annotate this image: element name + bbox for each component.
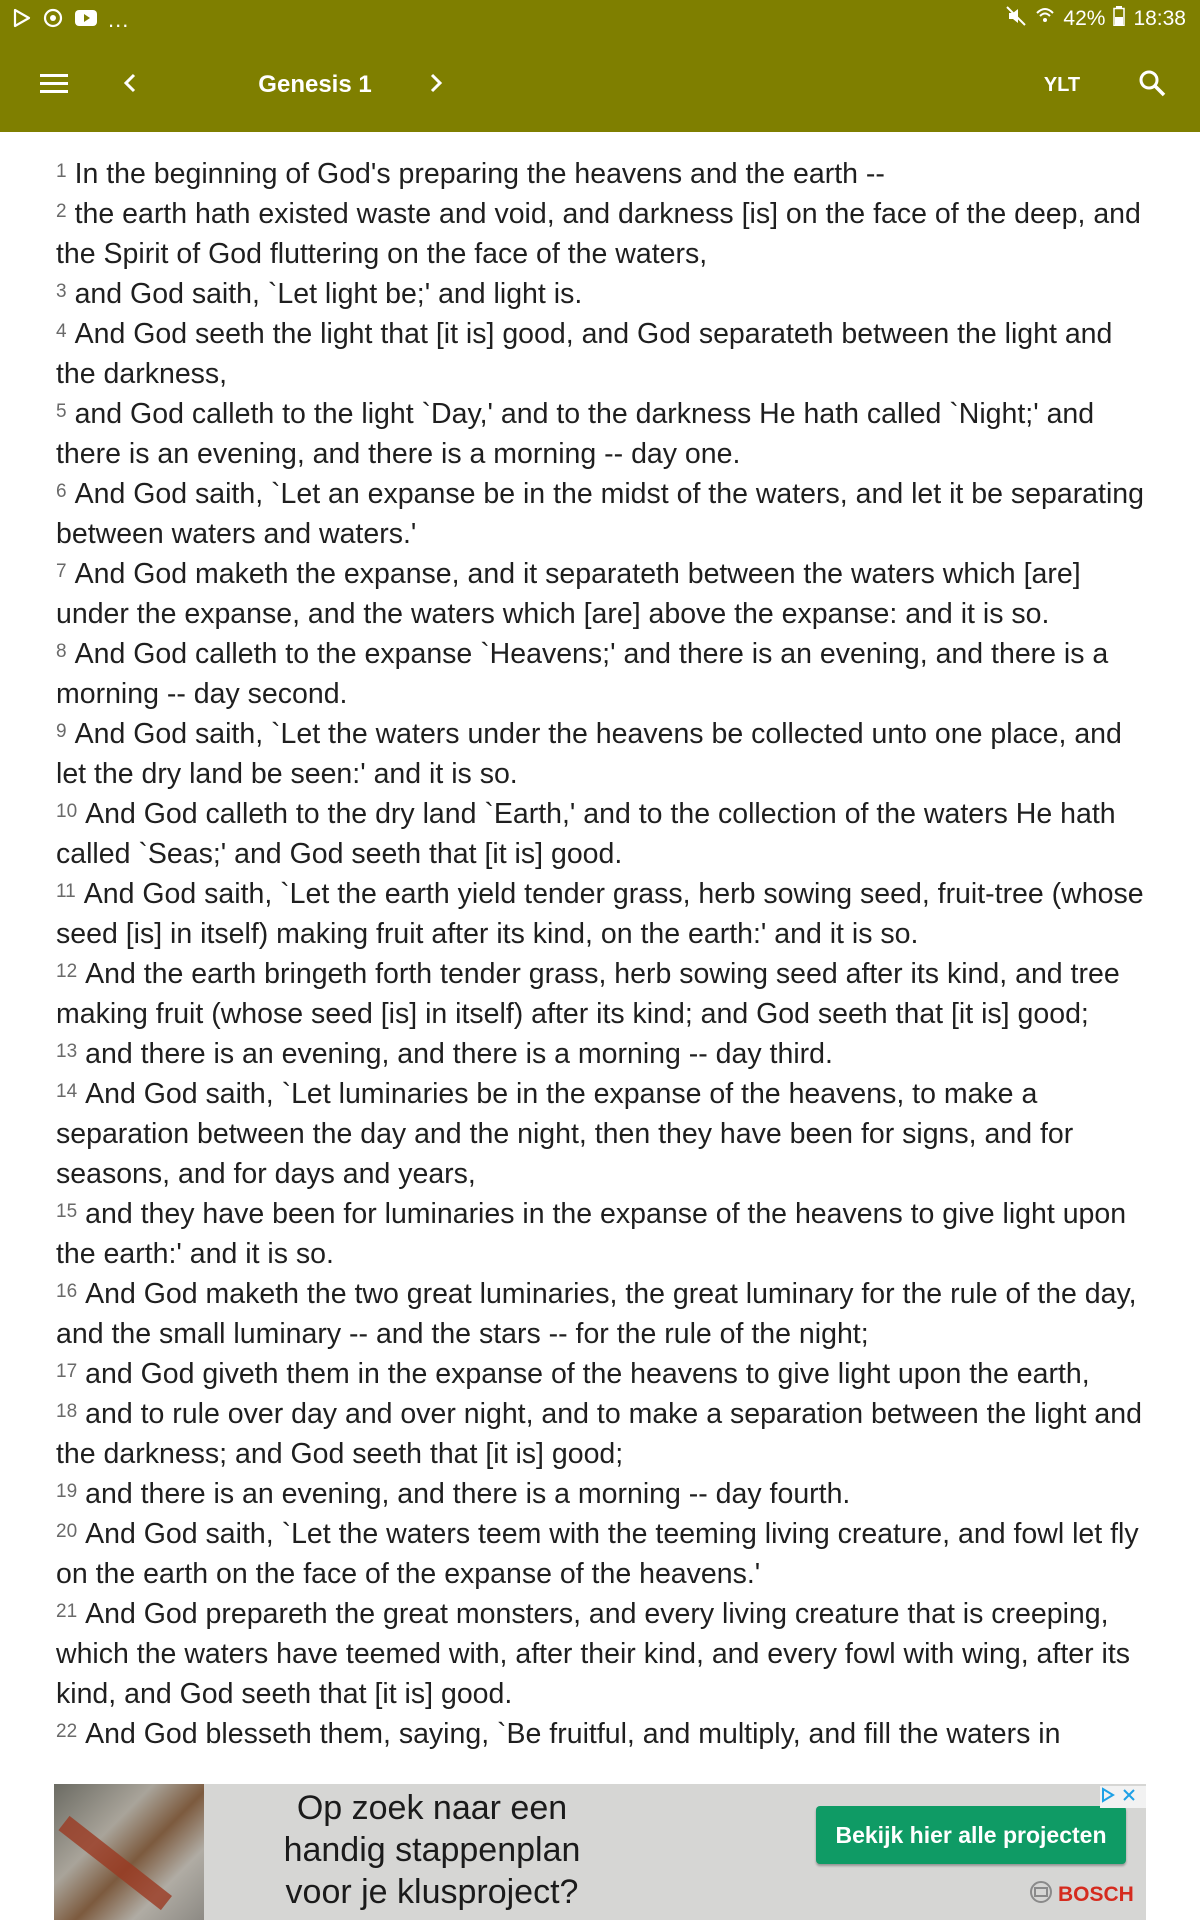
verse-number: 10 xyxy=(56,801,78,822)
verse-number: 4 xyxy=(56,321,67,342)
ad-choices-icon[interactable] xyxy=(1100,1787,1116,1808)
verse[interactable] xyxy=(56,794,1144,874)
verse-number: 2 xyxy=(56,201,67,222)
verse-text: and God giveth them in the expanse of the heavens to give light upon the earth, xyxy=(85,1358,1090,1390)
verse-text: In the beginning of God's preparing the heavens and the earth -- xyxy=(74,158,885,190)
verse[interactable] xyxy=(56,1074,1144,1194)
verse-number: 20 xyxy=(56,1521,78,1542)
verse-number: 14 xyxy=(56,1081,78,1102)
ad-brand xyxy=(1028,1880,1134,1910)
verse-text: And God calleth to the expanse `Heavens;' and there is an evening, and there is a morning -- day second. xyxy=(56,638,1109,710)
version-selector[interactable]: YLT xyxy=(1043,73,1081,96)
verse-text: And God saith, `Let the waters teem with the teeming living creature, and fowl let fly on the earth on the face of the expanse of the heavens.' xyxy=(56,1518,1139,1590)
verse-number: 17 xyxy=(56,1361,78,1382)
verse[interactable] xyxy=(56,1034,1144,1074)
verse-text: and God calleth to the light `Day,' and to the darkness He hath called `Night;' and there is an evening, and there is a morning -- day one. xyxy=(56,398,1095,470)
verse[interactable] xyxy=(56,1474,1144,1514)
verse-text: and there is an evening, and there is a morning -- day fourth. xyxy=(85,1478,851,1510)
battery-icon xyxy=(1113,6,1125,32)
chapter-text[interactable] xyxy=(0,132,1200,1784)
verse-number: 19 xyxy=(56,1481,78,1502)
verse-number: 11 xyxy=(56,881,76,902)
verse[interactable] xyxy=(56,194,1144,274)
verse[interactable] xyxy=(56,1594,1144,1714)
ad-image xyxy=(54,1784,204,1920)
verse-number: 7 xyxy=(56,561,67,582)
verse[interactable] xyxy=(56,274,1144,314)
verse[interactable] xyxy=(56,554,1144,634)
verse[interactable] xyxy=(56,1394,1144,1474)
verse-text: And God seeth the light that [it is] good, and God separateth between the light and the darkness, xyxy=(56,318,1113,390)
notification-icons xyxy=(12,7,129,33)
verse-text: And the earth bringeth forth tender grass, herb sowing seed after its kind, and tree making fruit (whose seed [is] in itself) after its kind; and God seeth that [it is] good; xyxy=(56,958,1120,1030)
menu-button[interactable] xyxy=(24,38,84,132)
clock: 18:38 xyxy=(1133,7,1186,30)
status-bar xyxy=(0,0,1200,38)
verse[interactable] xyxy=(56,1354,1144,1394)
verse[interactable] xyxy=(56,1274,1144,1354)
chevron-right-icon xyxy=(428,72,444,99)
more-notifications: ... xyxy=(108,7,130,32)
verse-text: and there is an evening, and there is a morning -- day third. xyxy=(85,1038,833,1070)
verse-text: And God saith, `Let the earth yield tender grass, herb sowing seed, fruit-tree (whose seed [is] in itself) making fruit after its kind, on the earth:' and it is so. xyxy=(56,878,1144,950)
sync-icon xyxy=(42,7,64,34)
verse-text: the earth hath existed waste and void, and darkness [is] on the face of the deep, and the Spirit of God fluttering on the face of the waters, xyxy=(56,198,1141,270)
system-icons xyxy=(1005,6,1186,32)
ad-banner[interactable] xyxy=(54,1784,1146,1920)
play-store-icon xyxy=(12,8,32,33)
app-toolbar xyxy=(0,38,1200,132)
verse-text: And God maketh the expanse, and it separateth between the waters which [are] under the expanse, and the waters which [are] above the expanse: and it is so. xyxy=(56,558,1081,630)
search-button[interactable] xyxy=(1126,38,1178,132)
verse-number: 12 xyxy=(56,961,78,982)
verse-text: And God calleth to the dry land `Earth,' and to the collection of the waters He hath called `Seas;' and God seeth that [it is] good. xyxy=(56,798,1116,870)
battery-percent: 42% xyxy=(1063,7,1106,30)
ad-brand-name: BOSCH xyxy=(1058,1883,1134,1906)
verse-text: And God maketh the two great luminaries, the great luminary for the rule of the day, and the small luminary -- and the stars -- for the rule of the night; xyxy=(56,1278,1137,1350)
hamburger-menu-icon xyxy=(40,72,68,99)
verse[interactable] xyxy=(56,154,1144,194)
ad-headline: Op zoek naar een handig stappenplan voor je klusproject? xyxy=(283,1789,581,1911)
verse-number: 22 xyxy=(56,1721,78,1742)
chevron-left-icon xyxy=(122,72,138,99)
next-chapter-button[interactable] xyxy=(408,38,464,132)
verse-text: and to rule over day and over night, and to make a separation between the light and the darkness; and God seeth that [it is] good; xyxy=(56,1398,1142,1470)
verse-number: 1 xyxy=(56,161,67,182)
verse-number: 9 xyxy=(56,721,67,742)
verse-number: 16 xyxy=(56,1281,78,1302)
verse-number: 15 xyxy=(56,1201,78,1222)
previous-chapter-button[interactable] xyxy=(102,38,158,132)
verse-number: 6 xyxy=(56,481,67,502)
youtube-icon xyxy=(74,9,98,32)
chapter-selector[interactable]: Genesis 1 xyxy=(258,71,372,98)
verse-text: And God saith, `Let an expanse be in the midst of the waters, and let it be separating between waters and waters.' xyxy=(56,478,1144,550)
ad-choices[interactable] xyxy=(1100,1786,1146,1808)
mute-icon xyxy=(1005,5,1027,33)
close-ad-icon[interactable] xyxy=(1122,1788,1136,1807)
verse-number: 21 xyxy=(56,1601,78,1622)
verse[interactable] xyxy=(56,714,1144,794)
bosch-logo-icon xyxy=(1028,1879,1054,1911)
verse-text: And God saith, `Let luminaries be in the expanse of the heavens, to make a separation between the day and the night, then they have been for signs, and for seasons, and for days and years, xyxy=(56,1078,1074,1190)
verse[interactable] xyxy=(56,314,1144,394)
verse-number: 3 xyxy=(56,281,67,302)
wifi-icon xyxy=(1035,5,1055,33)
verse-text: and they have been for luminaries in the expanse of the heavens to give light upon the earth:' and it is so. xyxy=(56,1198,1127,1270)
verse-number: 8 xyxy=(56,641,67,662)
verse[interactable] xyxy=(56,394,1144,474)
ad-cta-button[interactable]: Bekijk hier alle projecten xyxy=(816,1806,1126,1864)
verse-text: And God blesseth them, saying, `Be fruitful, and multiply, and fill the waters in xyxy=(85,1718,1061,1750)
verse-text: and God saith, `Let light be;' and light is. xyxy=(74,278,583,310)
verse[interactable] xyxy=(56,1714,1144,1754)
verse[interactable] xyxy=(56,874,1144,954)
verse-text: And God prepareth the great monsters, and every living creature that is creeping, which the waters have teemed with, after their kind, and every fowl with wing, after its kind, and God seeth that [it is] good. xyxy=(56,1598,1130,1710)
search-icon xyxy=(1138,69,1166,102)
verse[interactable] xyxy=(56,1194,1144,1274)
verse[interactable] xyxy=(56,474,1144,554)
verse[interactable] xyxy=(56,1514,1144,1594)
verse-number: 18 xyxy=(56,1401,78,1422)
verse-number: 5 xyxy=(56,401,67,422)
verse[interactable] xyxy=(56,954,1144,1034)
verse[interactable] xyxy=(56,634,1144,714)
verse-number: 13 xyxy=(56,1041,78,1062)
verse-text: And God saith, `Let the waters under the heavens be collected unto one place, and let the dry land be seen:' and it is so. xyxy=(56,718,1122,790)
